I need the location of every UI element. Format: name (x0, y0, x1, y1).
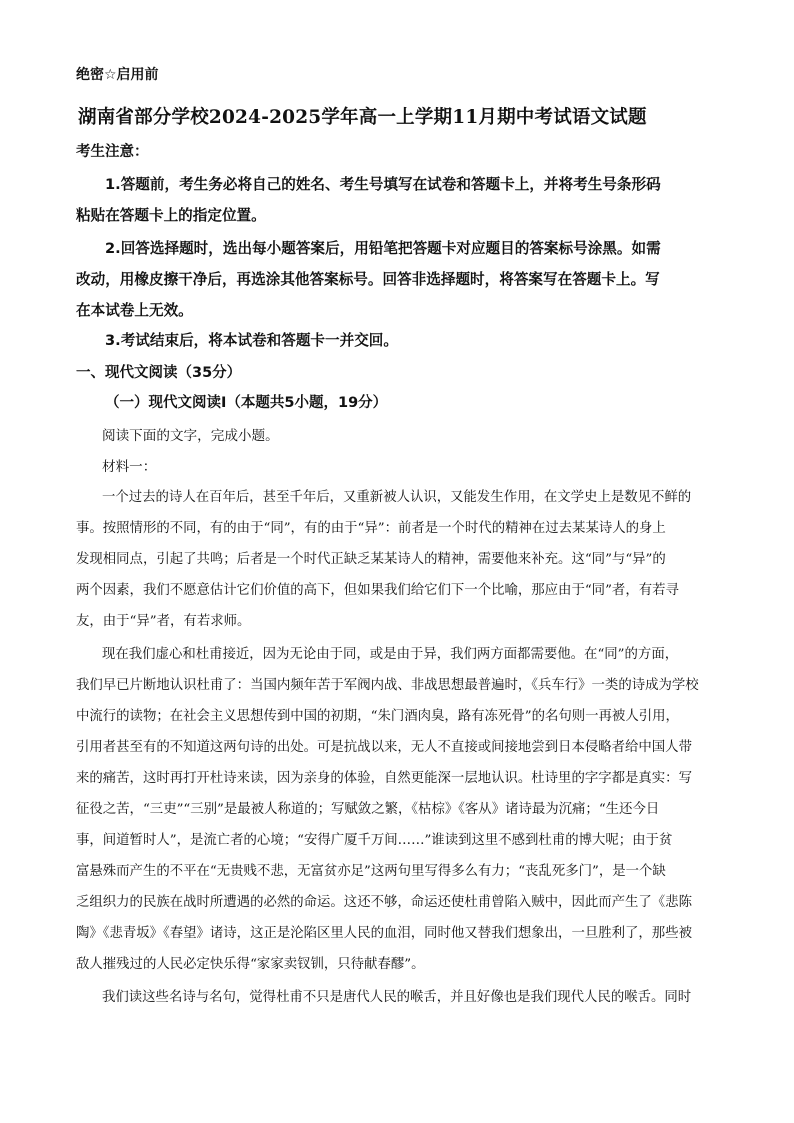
notice-line: 粘贴在答题卡上的指定位置。 (76, 207, 266, 224)
notice-line: 1.答题前，考生务必将自己的姓名、考生号填写在试卷和答题卡上，并将考生号条形码 (105, 176, 661, 193)
body-line: 富悬殊而产生的不平在“无贵贱不悲，无富贫亦足”这两句里写得多么有力；“丧乱死多门”，是一个缺 (76, 864, 666, 879)
body-line: 中流行的读物；在社会主义思想传到中国的初期，“朱门酒肉臭，路有冻死骨”的名句则一再被人引用， (76, 709, 679, 724)
body-line: 两个因素，我们不愿意估计它们价值的高下，但如果我们给它们下一个比喻，那应由于“同”者，有若寻 (76, 583, 679, 598)
material-label: 材料一： (102, 459, 157, 475)
body-line: 征役之苦，“三吏”“三别”是最被人称道的；写赋敛之繁，《枯棕》《客从》诸诗最为沉痛；“生还今日 (76, 802, 660, 817)
body-line: 我们早已片断地认识杜甫了：当国内频年苦于军阀内战、非战思想最普遍时，《兵车行》一类的诗成为学校 (76, 678, 699, 693)
reading-instruction: 阅读下面的文字，完成小题。 (102, 428, 279, 444)
body-line: 敌人摧残过的人民必定快乐得“家家卖钗钏，只待献春醪”。 (76, 957, 425, 972)
body-line: 引用者甚至有的不知道这两句诗的出处。可是抗战以来，无人不直接或间接地尝到日本侵略者给中国人带 (76, 740, 692, 755)
body-line: 一个过去的诗人在百年后，甚至千年后，又重新被人认识，又能发生作用，在文学史上是数见不鲜的 (102, 490, 692, 505)
body-line: 陶》《悲青坂》《春望》诸诗，这正是沦陷区里人民的血泪，同时他又替我们想象出，一旦胜利了，那些被 (76, 926, 692, 941)
body-line: 我们读这些名诗与名句，觉得杜甫不只是唐代人民的喉舌，并且好像也是我们现代人民的喉舌。同时 (102, 990, 692, 1005)
body-line: 来的痛苦，这时再打开杜诗来读，因为亲身的体验，自然更能深一层地认识。杜诗里的字字都是真实：写 (76, 771, 692, 786)
section-heading: 一、现代文阅读（35分） (76, 365, 242, 381)
body-line: 友，由于“异”者，有若求师。 (76, 614, 251, 629)
body-line: 事。按照情形的不同，有的由于“同”，有的由于“异”：前者是一个时代的精神在过去某某诗人的身上 (76, 521, 666, 536)
body-line: 发现相同点，引起了共鸣；后者是一个时代正缺乏某某诗人的精神，需要他来补充。这“同”与“异”的 (76, 552, 666, 567)
notice-line: 3.考试结束后，将本试卷和答题卡一并交回。 (105, 332, 398, 349)
notice-label: 考生注意： (76, 144, 149, 160)
body-line: 现在我们虚心和杜甫接近，因为无论由于同，或是由于异，我们两方面都需要他。在“同”的方面， (102, 647, 679, 662)
subsection-heading: （一）现代文阅读Ⅰ（本题共5小题，19分） (105, 395, 388, 411)
exam-title: 湖南省部分学校2024-2025学年高一上学期11月期中考试语文试题 (78, 107, 647, 128)
body-line: 事，间道暂时人”，是流亡者的心境；“安得广厦千万间……”谁读到这里不感到杜甫的博大呢；由于贫 (76, 833, 673, 848)
body-line: 乏组织力的民族在战时所遭遇的必然的命运。这还不够，命运还使杜甫曾陷入贼中，因此而产生了《悲陈 (76, 895, 692, 910)
secret-mark: 绝密☆启用前 (76, 67, 159, 83)
notice-line: 2.回答选择题时，选出每小题答案后，用铅笔把答题卡对应题目的答案标号涂黑。如需 (105, 240, 661, 257)
notice-line: 在本试卷上无效。 (76, 302, 193, 319)
notice-line: 改动，用橡皮擦干净后，再选涂其他答案标号。回答非选择题时，将答案写在答题卡上。写 (76, 271, 660, 288)
